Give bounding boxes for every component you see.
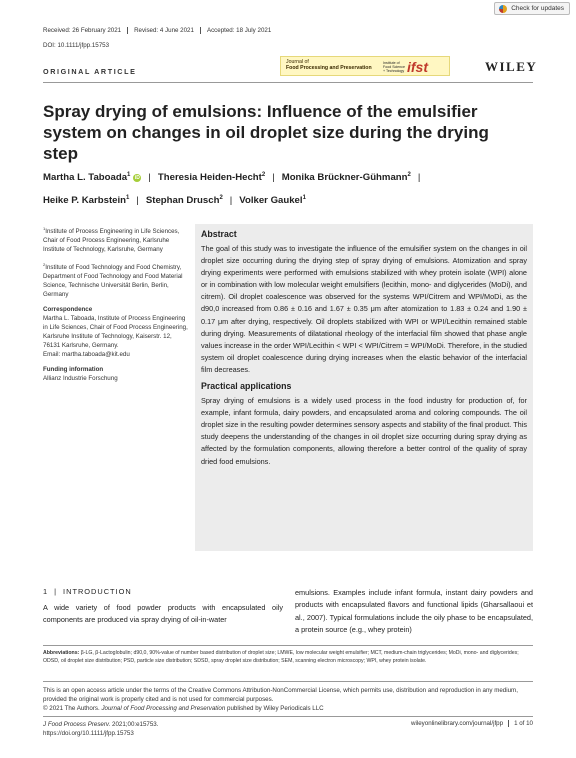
author-name[interactable]: Volker Gaukel$^1$ (239, 195, 306, 207)
article-title: Spray drying of emulsions: Influence of the emulsifier system on changes in oil droplet size during the drying step (43, 102, 489, 163)
correspondence-heading: Correspondence (43, 306, 93, 314)
author-name[interactable]: Martha L. Taboada$^1$ iD (43, 172, 140, 184)
abstract-text: The goal of this study was to investigate the influence of the emulsifier system on the changes in oil droplet size occurring during the drying step of spray drying of emulsions. Atomization and spray drying experiments were performed with emulsions stabilized with whey protein isolate (WPI) alone or in combination with low molecular weight emulsifiers (lecithin, mono- and diglycerides (MoDi), and citrem). Oil droplet coalescence was observed for the systems WPI/Citrem and WPI/MoDi, as the d90,0 increased from 0.86 ± 0.16 and 1.67 ± 0.35 μm after atomization to 1.83 ± 0.24 and 1.90 ± 0.17 μm after drying, respectively. Oil droplets stabilized with WPI or WPI/Lecithin remained stable during drying. Measurements of dilatational rheology of the interfacial film showed that phase angle values increase in the order WPI/Lecithin < WPI < WPI/Citrem = WPI/MoDi. Therefore, in the studied system oil droplet coalescence during drying increases when the elastic behavior of the interfacial film decreases. (201, 244, 527, 374)
article-dates (43, 27, 271, 34)
abstract-heading: Abstract (201, 229, 237, 239)
accepted-date: Accepted: 18 July 2021 (206, 27, 272, 35)
journal-site-link[interactable]: wileyonlinelibrary.com/journal/jfpp (411, 720, 504, 728)
publisher-logo[interactable]: WILEY (485, 59, 538, 74)
footer-right (411, 720, 533, 727)
intro-text-left: A wide variety of food powder products with encapsulated oily components are produced via spray drying of oil-in-water (43, 603, 283, 625)
abstract-box (195, 224, 533, 551)
revised-date: Revised: 4 June 2021 (134, 27, 194, 35)
author-list: Martha L. Taboada$^1$ iD | Theresia Heiden-Hecht$^2$ | Monika Brückner-Gühmann$^2$ | Heike P. Karbstein$^1$ | Stephan Drusch$^2$ | Volker Gaukel$^1$ (43, 172, 421, 207)
check-updates-label: Check for updates (511, 5, 564, 12)
page-number: 1 of 10 (514, 720, 533, 728)
intro-text-right: emulsions. Examples include infant formula, instant dairy powders and products with encapsulated flavors and functional lipids (Gharsallaoui et al., 2007). Typical formulations include the oily phase to be encapsulated, a protein source (e.g., whey protein) (295, 588, 533, 635)
correspondence: Correspondence Martha L. Taboada, Institute of Process Engineering in Life Sciences, Chair of Food Process Engineering, Karlsruhe Institute of Technology, Kaiserstr. 12, 76131 Karlsruhe, Germany. Email: martha.taboada@kit.edu (43, 306, 188, 359)
footer-citation: J Food Process Preserv. 2021;00:e15753. https://doi.org/10.1111/jfpp.15753 (43, 721, 159, 737)
doi[interactable]: DOI: 10.1111/jfpp.15753 (43, 42, 110, 49)
orcid-icon[interactable]: iD (134, 174, 140, 181)
author-name[interactable]: Monika Brückner-Gühmann$^2$ (281, 172, 411, 184)
affiliation-2: $^2$Institute of Food Technology and Food Chemistry, Department of Food Technology and Food Material Science, Technische Universität Berlin, Berlin, Germany (43, 262, 183, 299)
abbreviations: Abbreviations: β-LG, β-Lactoglobulin; d90,0, 90%-value of number based distribution of droplet size; LMWE, low molecular weight emulsifier; MCT, medium-chain triglycerides; MoDi, mono- and diglycerides; ODSD, oil droplet size distribution; PSD, particle size distribution; SDSD, spray droplet size distribution; SEM, scanning electron microscopy; WPI, whey protein isolate. (43, 645, 533, 665)
funding-heading: Funding information (43, 366, 104, 374)
ifst-logo: ifst (407, 59, 428, 75)
journal-logo-line2: Food Processing and Preservation (286, 65, 372, 72)
practical-applications-text: Spray drying of emulsions is a widely used process in the food industry for production of, for example, infant formula, dairy powders, and encapsulated aroma and coloring compounds. The oil droplet size in the resulting powder determines sensory aspects and stability of the final product. This study deepens the understanding of the changes in oil droplet size occurring during spray drying as affected by the formulation components, allowing therefore a better control of the quality of spray dried food emulsions. (201, 396, 527, 466)
author-name[interactable]: Stephan Drusch$^2$ (145, 195, 223, 207)
author-name[interactable]: Heike P. Karbstein$^1$ (43, 195, 130, 207)
license-notice: This is an open access article under the terms of the Creative Commons Attribution-NonCommercial License, which permits use, distribution and reproduction in any medium, provided the original work is properly cited and is not used for commercial purposes. © 2021 The Authors. Journal of Food Processing and Preservation published by Wiley Periodicals LLC (43, 681, 533, 713)
check-for-updates-button[interactable] (494, 2, 570, 15)
ifst-small-text: Institute of Food Science + Technology (383, 61, 405, 73)
check-updates-icon (499, 5, 507, 13)
author-name[interactable]: Theresia Heiden-Hecht$^2$ (157, 172, 266, 184)
footer-doi-link[interactable]: https://doi.org/10.1111/jfpp.15753 (43, 730, 134, 737)
practical-applications-heading: Practical applications (201, 381, 292, 392)
journal-logo-line1: Journal of (286, 59, 309, 65)
correspondence-email[interactable]: Email: martha.taboada@kit.edu (43, 351, 130, 359)
section-heading-introduction: 1 | INTRODUCTION (43, 587, 132, 596)
article-sidebar (43, 224, 188, 389)
footer-divider (43, 716, 533, 717)
journal-logo[interactable] (280, 56, 450, 76)
header-divider (43, 82, 533, 83)
affiliation-1: $^1$Institute of Process Engineering in Life Sciences, Chair of Food Process Engineering, Karlsruhe Institute of Technology, Karlsruhe, Germany (43, 226, 180, 254)
article-type: ORIGINAL ARTICLE (43, 67, 137, 76)
funding: Funding information Allianz Industrie Forschung (43, 366, 118, 383)
received-date: Received: 26 February 2021 (43, 27, 122, 35)
